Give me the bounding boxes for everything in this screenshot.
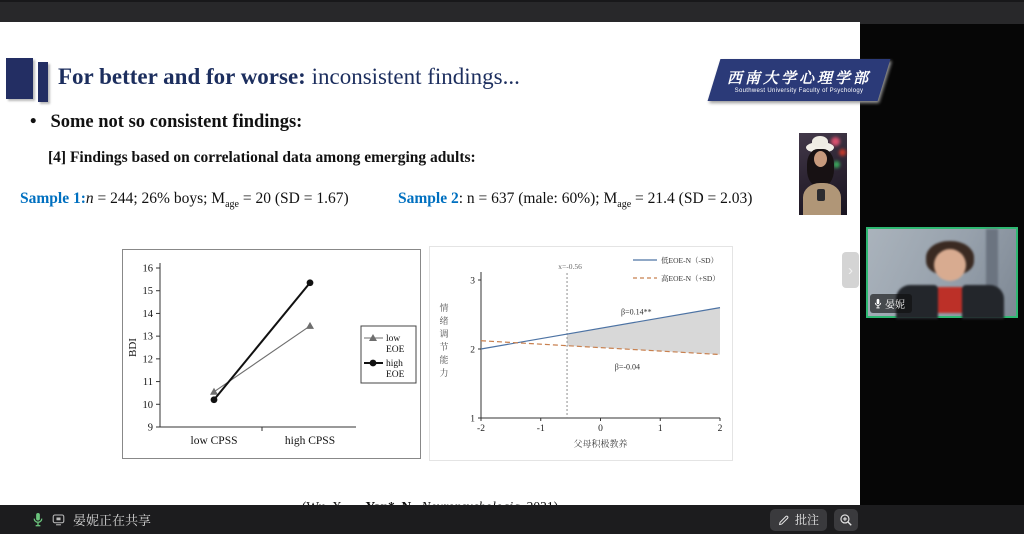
svg-text:能: 能 bbox=[439, 355, 449, 365]
microphone-icon bbox=[874, 298, 882, 309]
svg-text:1: 1 bbox=[657, 424, 663, 434]
bdi-chart-svg bbox=[123, 250, 418, 456]
svg-text:父母积极教养: 父母积极教养 bbox=[573, 439, 628, 449]
svg-text:β=-0.04: β=-0.04 bbox=[614, 362, 641, 372]
sample1-line: Sample 1:n = 244; 26% boys; $M_{age} = 20$ (SD = 1.67) bbox=[20, 190, 349, 210]
svg-text:high: high bbox=[386, 359, 403, 369]
svg-text:EOE: EOE bbox=[386, 345, 405, 355]
magnifier-plus-icon bbox=[839, 513, 853, 527]
svg-text:高EOE-N（+SD）: 高EOE-N（+SD） bbox=[661, 274, 720, 283]
logo-english-text: Southwest University Faculty of Psychology bbox=[734, 87, 864, 94]
svg-text:high CPSS: high CPSS bbox=[284, 435, 336, 447]
presentation-slide bbox=[0, 22, 871, 505]
slide-title-bold: For better and for worse: bbox=[58, 64, 306, 89]
slide-title-rest: inconsistent findings... bbox=[305, 64, 520, 89]
screen-share-icon bbox=[52, 513, 65, 526]
bullet-line bbox=[30, 112, 302, 133]
svg-text:15: 15 bbox=[142, 286, 153, 298]
svg-text:2: 2 bbox=[717, 424, 723, 434]
slide-title bbox=[58, 64, 520, 90]
svg-text:low CPSS: low CPSS bbox=[190, 435, 238, 447]
svg-text:12: 12 bbox=[142, 354, 153, 366]
svg-text:EOE: EOE bbox=[386, 370, 405, 380]
participant-video[interactable] bbox=[866, 227, 1018, 318]
university-logo bbox=[708, 59, 891, 101]
svg-text:-2: -2 bbox=[477, 424, 485, 434]
svg-text:绪: 绪 bbox=[439, 316, 449, 326]
interaction-chart bbox=[429, 246, 733, 461]
svg-text:BDI: BDI bbox=[127, 338, 139, 357]
participant-name: 晏妮 bbox=[885, 300, 905, 311]
svg-text:节: 节 bbox=[439, 342, 449, 352]
svg-text:调: 调 bbox=[439, 329, 449, 339]
svg-text:低EOE-N（-SD）: 低EOE-N（-SD） bbox=[661, 256, 719, 265]
sample2-label: Sample 2 bbox=[398, 190, 459, 207]
bdi-chart bbox=[122, 249, 421, 459]
zoom-button[interactable] bbox=[834, 509, 858, 531]
svg-text:2: 2 bbox=[470, 345, 475, 356]
status-bar bbox=[0, 505, 1024, 534]
svg-text:14: 14 bbox=[142, 308, 153, 320]
bullet-text: Some not so consistent findings: bbox=[50, 112, 303, 132]
svg-text:3: 3 bbox=[470, 276, 475, 287]
participant-name-tag bbox=[870, 294, 912, 313]
microphone-icon bbox=[32, 512, 44, 527]
title-decor-block bbox=[6, 58, 33, 99]
svg-text:力: 力 bbox=[439, 368, 449, 378]
logo-chinese-text: 西南大学心理学部 bbox=[726, 70, 871, 87]
svg-text:0: 0 bbox=[598, 424, 603, 434]
svg-text:11: 11 bbox=[142, 377, 153, 389]
svg-text:16: 16 bbox=[142, 263, 153, 275]
sample1-label: Sample 1: bbox=[20, 190, 86, 207]
title-decor-bar bbox=[38, 62, 48, 102]
bullet-marker: • bbox=[30, 112, 37, 132]
sharing-text: 晏妮正在共享 bbox=[73, 513, 152, 528]
svg-text:1: 1 bbox=[470, 414, 475, 425]
annotate-label: 批注 bbox=[794, 513, 819, 527]
share-toolbar bbox=[770, 509, 858, 531]
photo-light-green bbox=[833, 161, 840, 168]
svg-text:13: 13 bbox=[142, 331, 153, 343]
sharing-status bbox=[32, 510, 151, 529]
chevron-right-icon: › bbox=[848, 261, 853, 279]
presenter-photo bbox=[799, 133, 847, 215]
photo-hat-crown bbox=[812, 136, 828, 147]
pen-icon bbox=[778, 513, 791, 526]
interaction-chart-svg bbox=[430, 247, 730, 458]
svg-text:x=-0.56: x=-0.56 bbox=[558, 262, 582, 271]
panel-collapse-handle[interactable] bbox=[842, 252, 859, 288]
sample2-line: Sample 2: n = 637 (male: 60%); $M_{age} = 21.4$ (SD = 2.03) bbox=[398, 190, 753, 210]
finding-line: [4] Findings based on correlational data among emerging adults: bbox=[48, 149, 476, 166]
top-bar bbox=[0, 0, 1024, 24]
svg-text:10: 10 bbox=[142, 399, 153, 411]
svg-text:9: 9 bbox=[147, 422, 153, 434]
photo-face bbox=[814, 151, 827, 167]
svg-text:情: 情 bbox=[439, 303, 449, 313]
photo-strap bbox=[817, 189, 825, 201]
svg-text:β=0.14**: β=0.14** bbox=[621, 307, 652, 317]
svg-text:-1: -1 bbox=[536, 424, 545, 434]
svg-text:low: low bbox=[386, 334, 401, 344]
photo-light-red bbox=[839, 149, 846, 156]
annotate-button[interactable] bbox=[770, 509, 827, 531]
